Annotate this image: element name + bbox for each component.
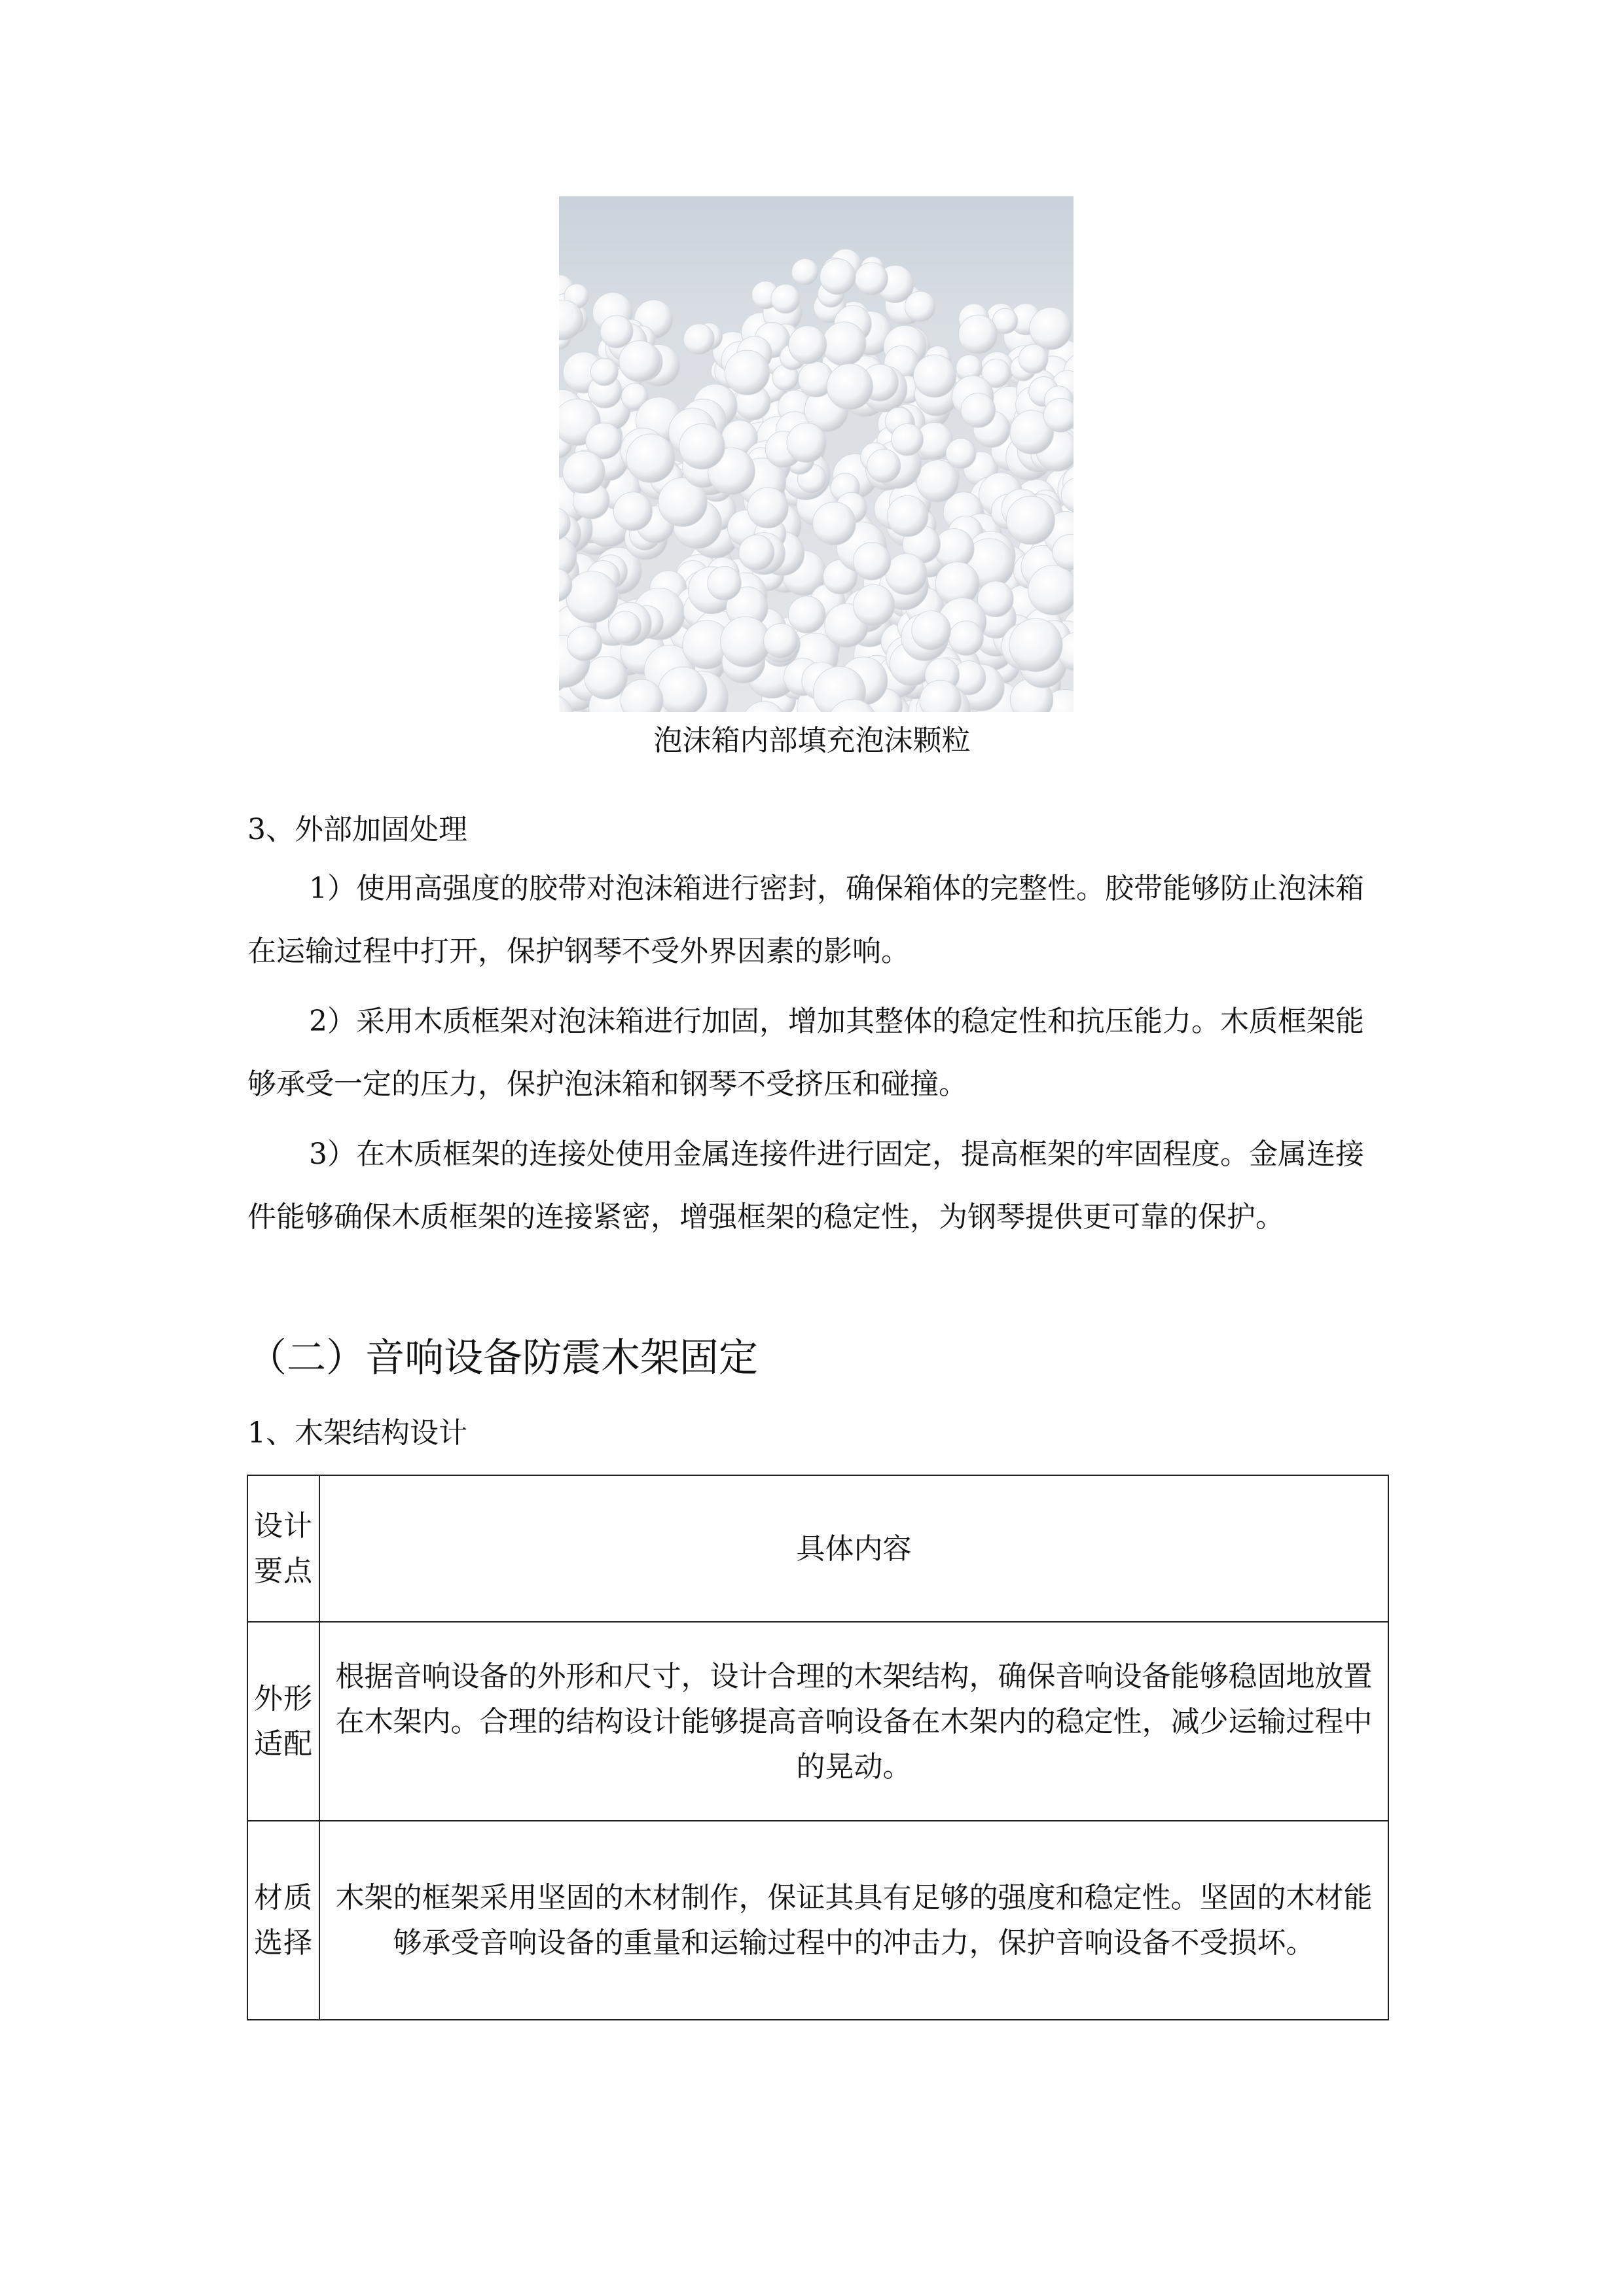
subsection-heading: 1、木架结构设计 bbox=[247, 1416, 467, 1450]
table-header-row bbox=[247, 1475, 1388, 1622]
table-header-value: 具体内容 bbox=[319, 1475, 1388, 1622]
paragraph-3: 3）在木质框架的连接处使用金属连接件进行固定，提高框架的牢固程度。金属连接件能够确保木质框架的连接紧密，增强框架的稳定性，为钢琴提供更可靠的保护。 bbox=[247, 1138, 1364, 1234]
table-row bbox=[247, 1821, 1388, 2020]
paragraph-1: 1）使用高强度的胶带对泡沫箱进行密封，确保箱体的完整性。胶带能够防止泡沫箱在运输过程中打开，保护钢琴不受外界因素的影响。 bbox=[247, 872, 1364, 968]
design-table bbox=[247, 1475, 1389, 2020]
table-cell-key: 外形适配 bbox=[247, 1622, 319, 1821]
table-cell-key: 材质选择 bbox=[247, 1821, 319, 2020]
section-title: （二）音响设备防震木架固定 bbox=[247, 1335, 758, 1381]
foam-beads-image bbox=[559, 196, 1074, 712]
table-header-key: 设计要点 bbox=[247, 1475, 319, 1622]
paragraph-2: 2）采用木质框架对泡沫箱进行加固，增加其整体的稳定性和抗压能力。木质框架能够承受一定的压力，保护泡沫箱和钢琴不受挤压和碰撞。 bbox=[247, 1005, 1364, 1101]
figure-caption: 泡沫箱内部填充泡沫颗粒 bbox=[653, 724, 971, 757]
table-row bbox=[247, 1622, 1388, 1821]
foam-beads-photo bbox=[559, 196, 1074, 712]
table-cell-value: 木架的框架采用坚固的木材制作，保证其具有足够的强度和稳定性。坚固的木材能够承受音响设备的重量和运输过程中的冲击力，保护音响设备不受损坏。 bbox=[319, 1821, 1388, 2020]
table-cell-value: 根据音响设备的外形和尺寸，设计合理的木架结构，确保音响设备能够稳固地放置在木架内。合理的结构设计能够提高音响设备在木架内的稳定性，减少运输过程中的晃动。 bbox=[319, 1622, 1388, 1821]
section-heading-3: 3、外部加固处理 bbox=[247, 813, 467, 846]
